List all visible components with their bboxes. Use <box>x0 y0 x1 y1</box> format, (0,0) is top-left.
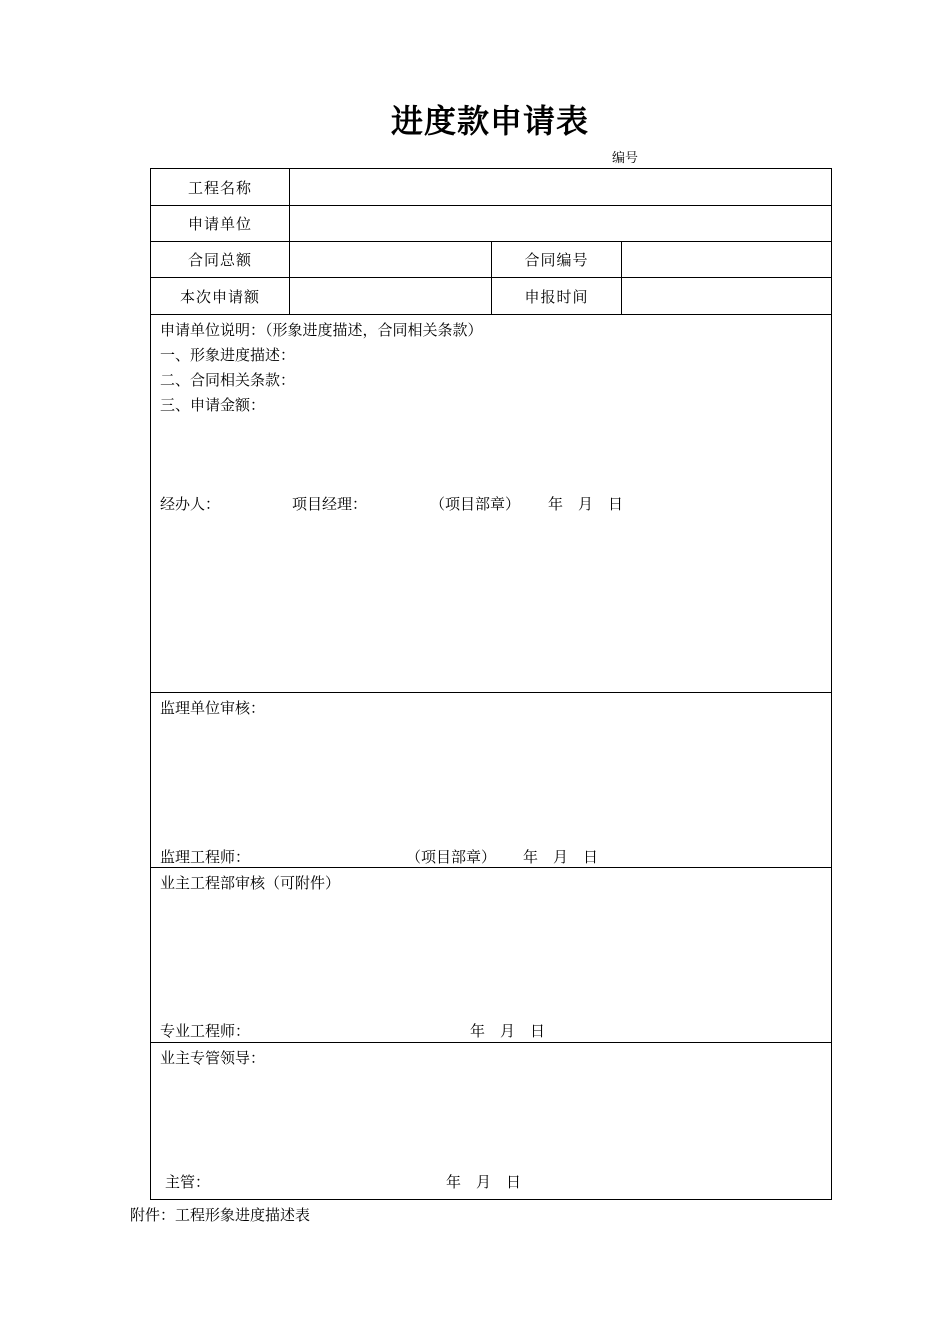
owner-leader-date-label: 年 月 日 <box>446 1173 522 1191</box>
project-manager-label: 项目经理： <box>292 495 368 513</box>
applicant-field[interactable] <box>290 206 832 242</box>
project-name-label: 工程名称 <box>151 169 290 206</box>
owner-dept-review-heading: 业主工程部审核（可附件） <box>160 874 341 892</box>
row-contract <box>151 242 832 278</box>
handler-label: 经办人： <box>160 495 221 513</box>
contract-no-field[interactable] <box>622 242 832 278</box>
current-amount-field[interactable] <box>290 278 492 315</box>
contract-total-field[interactable] <box>290 242 492 278</box>
owner-dept-review-section[interactable] <box>151 868 832 1043</box>
supervision-engineer-label: 监理工程师： <box>160 848 251 866</box>
requested-amount-item: 三、申请金额： <box>160 396 266 414</box>
professional-engineer-label: 专业工程师： <box>160 1022 251 1040</box>
row-owner-leader <box>151 1043 832 1200</box>
supervisor-label: 主管： <box>165 1173 211 1191</box>
report-time-label: 申报时间 <box>492 278 622 315</box>
report-time-field[interactable] <box>622 278 832 315</box>
row-amount <box>151 278 832 315</box>
owner-leader-section[interactable] <box>151 1043 832 1200</box>
row-applicant-statement <box>151 315 832 693</box>
progress-description-item: 一、形象进度描述： <box>160 346 296 364</box>
contract-terms-item: 二、合同相关条款： <box>160 371 296 389</box>
project-name-field[interactable] <box>290 169 832 206</box>
row-project-name <box>151 169 832 206</box>
supervision-review-heading: 监理单位审核： <box>160 699 266 717</box>
applicant-seal-label: （项目部章） <box>430 495 521 513</box>
row-supervision <box>151 693 832 868</box>
current-amount-label: 本次申请额 <box>151 278 290 315</box>
row-owner-dept <box>151 868 832 1043</box>
serial-number-label: 编号 <box>612 151 639 166</box>
applicant-statement-section[interactable] <box>151 315 832 693</box>
owner-dept-date-label: 年 月 日 <box>470 1022 546 1040</box>
supervision-review-section[interactable] <box>151 693 832 868</box>
contract-total-label: 合同总额 <box>151 242 290 278</box>
applicant-label: 申请单位 <box>151 206 290 242</box>
applicant-date-label: 年 月 日 <box>548 495 624 513</box>
page-title: 进度款申请表 <box>390 102 589 140</box>
supervision-seal-label: （项目部章） <box>406 848 497 866</box>
applicant-statement-heading: 申请单位说明：（形象进度描述，合同相关条款） <box>160 321 483 339</box>
contract-no-label: 合同编号 <box>492 242 622 278</box>
supervision-date-label: 年 月 日 <box>523 848 599 866</box>
application-form-table <box>150 168 832 1200</box>
attachment-note: 附件：工程形象进度描述表 <box>130 1206 311 1224</box>
owner-leader-heading: 业主专管领导： <box>160 1049 266 1067</box>
row-applicant <box>151 206 832 242</box>
